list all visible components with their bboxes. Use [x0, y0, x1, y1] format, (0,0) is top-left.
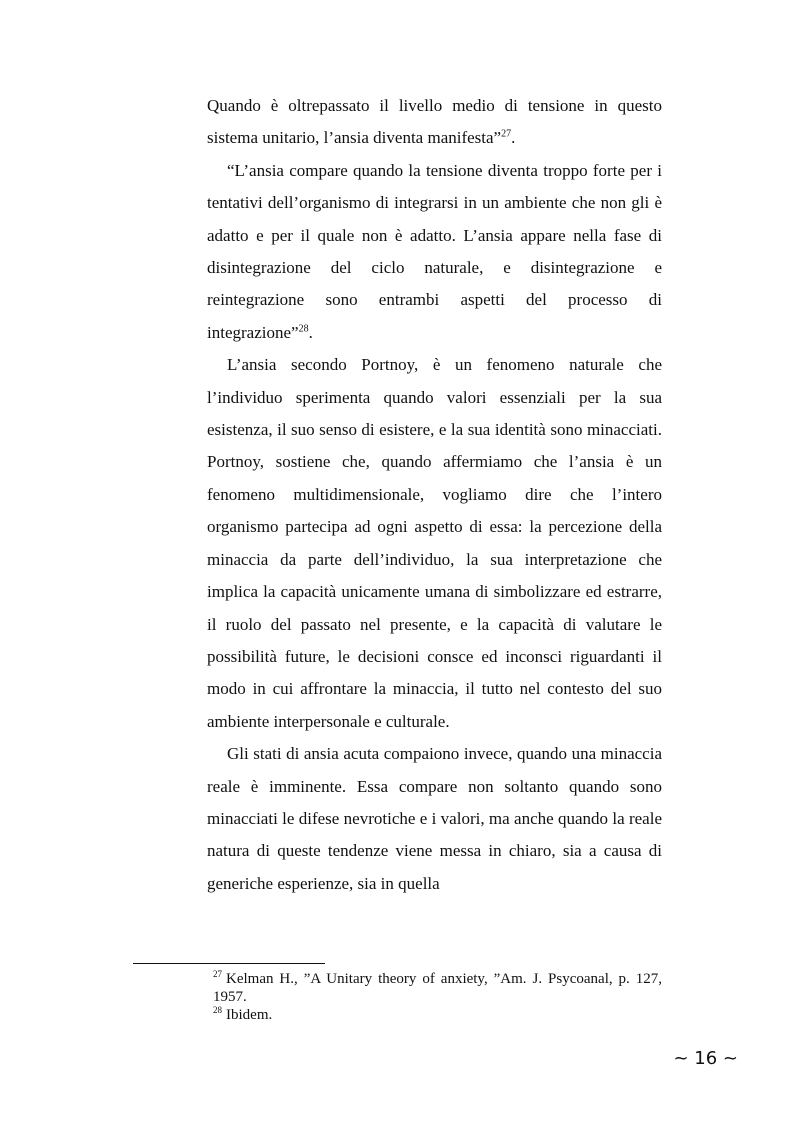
footnote-separator: [133, 963, 325, 964]
paragraph-2: [207, 155, 662, 349]
paragraph-1-tail: .: [511, 128, 516, 148]
footnote-ref-28: 28: [298, 323, 309, 335]
footnote-28: [213, 1006, 662, 1024]
paragraph-2-text: “L’ansia compare quando la tensione diventa troppo forte per i tentativi dell’organismo di integrarsi in un ambiente che non gli è adatto e per il quale non è adatto. L’ansia appare nella fase di disintegrazione del ciclo naturale, e disintegrazione e reintegrazione sono entrambi aspetti del processo di integrazione”: [207, 160, 662, 342]
paragraph-4: Gli stati di ansia acuta compaiono invece, quando una minaccia reale è imminente. Essa compare non soltanto quando sono minacciati le difese nevrotiche e i valori, ma anche quando la reale natura di queste tendenze viene messa in chiaro, sia a causa di generiche esperienze, sia in quella: [207, 744, 662, 893]
page-number: ~ 16 ~: [673, 1048, 738, 1069]
main-text: [207, 90, 662, 900]
paragraph-3: L’ansia secondo Portnoy, è un fenomeno naturale che l’individuo sperimenta quando valori essenziali per la sua esistenza, il suo senso di esistere, e la sua identità sono minacciati. Portnoy, sostiene che, quando affermiamo che l’ansia è un fenomeno multidimensionale, vogliamo dire che l’intero organismo partecipa ad ogni aspetto di essa: la percezione della minaccia da parte dell’individuo, la sua interpretazione che implica la capacità unicamente umana di simbolizzare ed estrarre, il ruolo del passato nel presente, e la capacità di valutare le possibilità future, le decisioni consce ed inconsci riguardanti il modo in cui affrontare la minaccia, il tutto nel contesto del suo ambiente interpersonale e culturale.: [207, 355, 662, 731]
footnote-text: Ibidem.: [226, 1007, 273, 1023]
footnote-27: [213, 970, 662, 1006]
paragraph-1-text: Quando è oltrepassato il livello medio di tensione in questo sistema unitario, l’ansia diventa manifesta”: [207, 96, 662, 148]
paragraph-2-tail: .: [308, 322, 313, 342]
paragraph-1: [207, 90, 662, 155]
footnote-text: Kelman H., ”A Unitary theory of anxiety, ”Am. J. Psycoanal, p. 127, 1957.: [213, 971, 662, 1005]
footnotes: [213, 970, 662, 1024]
footnote-number: 28: [213, 1005, 222, 1015]
footnote-ref-27: 27: [501, 128, 512, 140]
footnote-number: 27: [213, 969, 222, 979]
